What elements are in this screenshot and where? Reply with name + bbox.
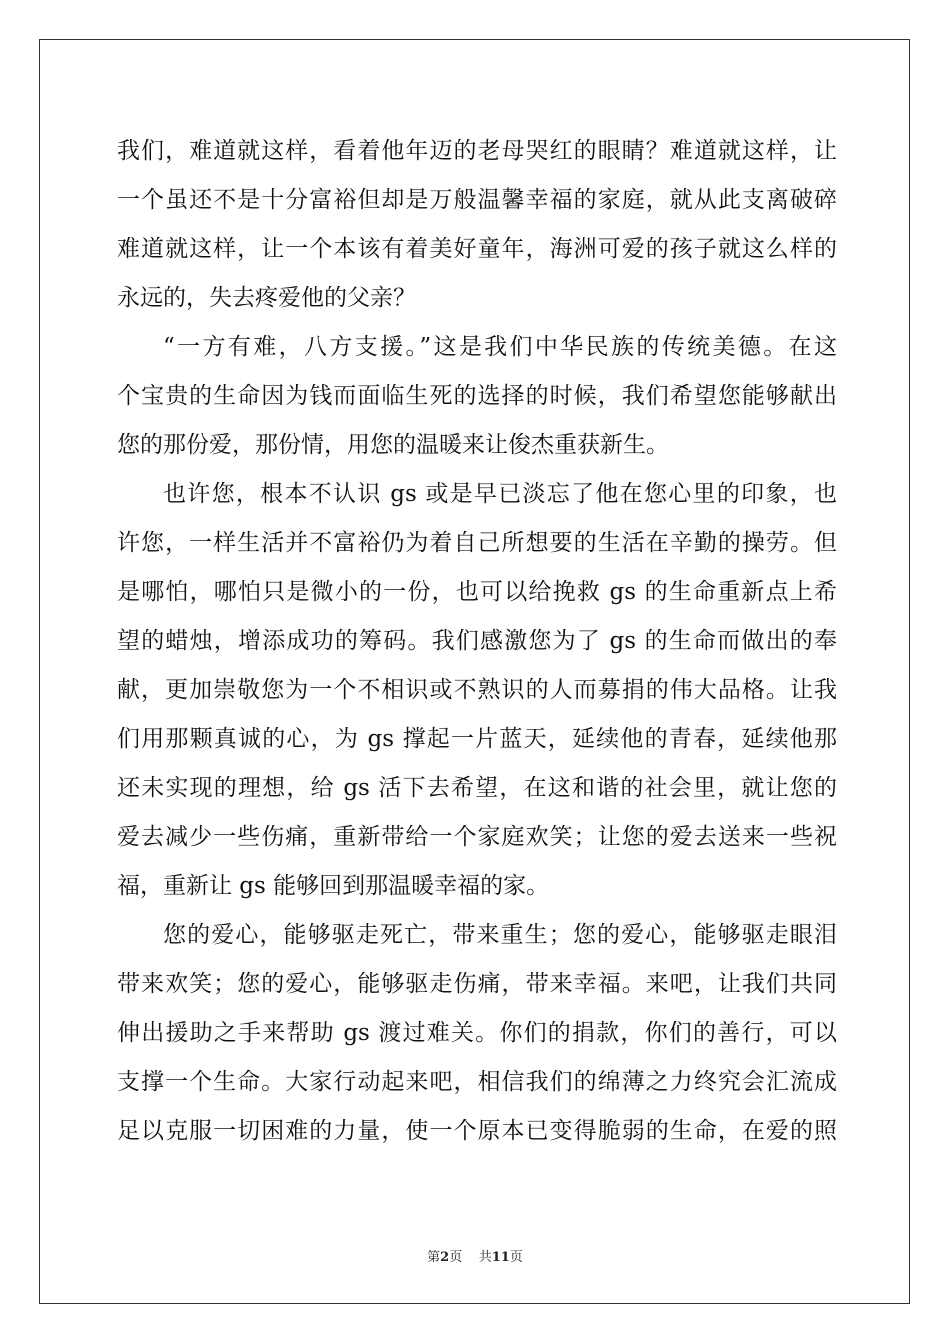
text-line: 支撑一个生命。大家行动起来吧，相信我们的绵薄之力终究会汇流成 xyxy=(117,1069,837,1095)
text-line: 伸出援助之手来帮助 gs 渡过难关。你们的捐款，你们的善行，可以 xyxy=(117,1020,837,1046)
text-line: 足以克服一切困难的力量，使一个原本已变得脆弱的生命，在爱的照 xyxy=(117,1118,837,1144)
text-line: 望的蜡烛，增添成功的筹码。我们感激您为了 gs 的生命而做出的奉 xyxy=(117,628,837,654)
total-pages: 11 xyxy=(491,1250,510,1265)
text-line: 您的爱心，能够驱走死亡，带来重生；您的爱心，能够驱走眼泪 xyxy=(163,922,837,948)
text-line: 带来欢笑；您的爱心，能够驱走伤痛，带来幸福。来吧，让我们共同 xyxy=(117,971,837,997)
text-line: 难道就这样，让一个本该有着美好童年，海洲可爱的孩子就这么样的 xyxy=(117,236,837,262)
text-line: 一个虽还不是十分富裕但却是万般温馨幸福的家庭，就从此支离破碎 xyxy=(117,187,837,213)
text-line: 爱去减少一些伤痛，重新带给一个家庭欢笑；让您的爱去送来一些祝 xyxy=(117,824,837,850)
page-suffix: 页 xyxy=(449,1250,463,1265)
page-footer xyxy=(0,1246,950,1265)
text-line: 还未实现的理想，给 gs 活下去希望，在这和谐的社会里，就让您的 xyxy=(117,775,837,801)
text-line: 永远的，失去疼爱他的父亲？ xyxy=(117,285,416,311)
text-line: 我们，难道就这样，看着他年迈的老母哭红的眼睛？难道就这样，让 xyxy=(117,138,837,164)
page-prefix: 第 xyxy=(427,1250,441,1265)
text-line: 们用那颗真诚的心，为 gs 撑起一片蓝天，延续他的青春，延续他那 xyxy=(117,726,837,752)
text-line: 是哪怕，哪怕只是微小的一份，也可以给挽救 gs 的生命重新点上希 xyxy=(117,579,837,605)
text-line: 许您，一样生活并不富裕仍为着自己所想要的生活在辛勤的操劳。但 xyxy=(117,530,837,556)
text-line: 也许您，根本不认识 gs 或是早已淡忘了他在您心里的印象，也 xyxy=(163,481,837,507)
page-number: 2 xyxy=(440,1250,450,1265)
total-suffix: 页 xyxy=(509,1250,523,1265)
text-line: 个宝贵的生命因为钱而面临生死的选择的时候，我们希望您能够献出 xyxy=(117,383,837,409)
text-line: “一方有难，八方支援。”这是我们中华民族的传统美德。在这 xyxy=(163,334,837,360)
text-line: 献，更加崇敬您为一个不相识或不熟识的人而募捐的伟大品格。让我 xyxy=(117,677,837,703)
text-line: 福，重新让 gs 能够回到那温暖幸福的家。 xyxy=(117,873,550,899)
text-line: 您的那份爱，那份情，用您的温暖来让俊杰重获新生。 xyxy=(117,432,669,458)
total-prefix: 共 xyxy=(478,1250,492,1265)
body-text xyxy=(117,127,837,1156)
